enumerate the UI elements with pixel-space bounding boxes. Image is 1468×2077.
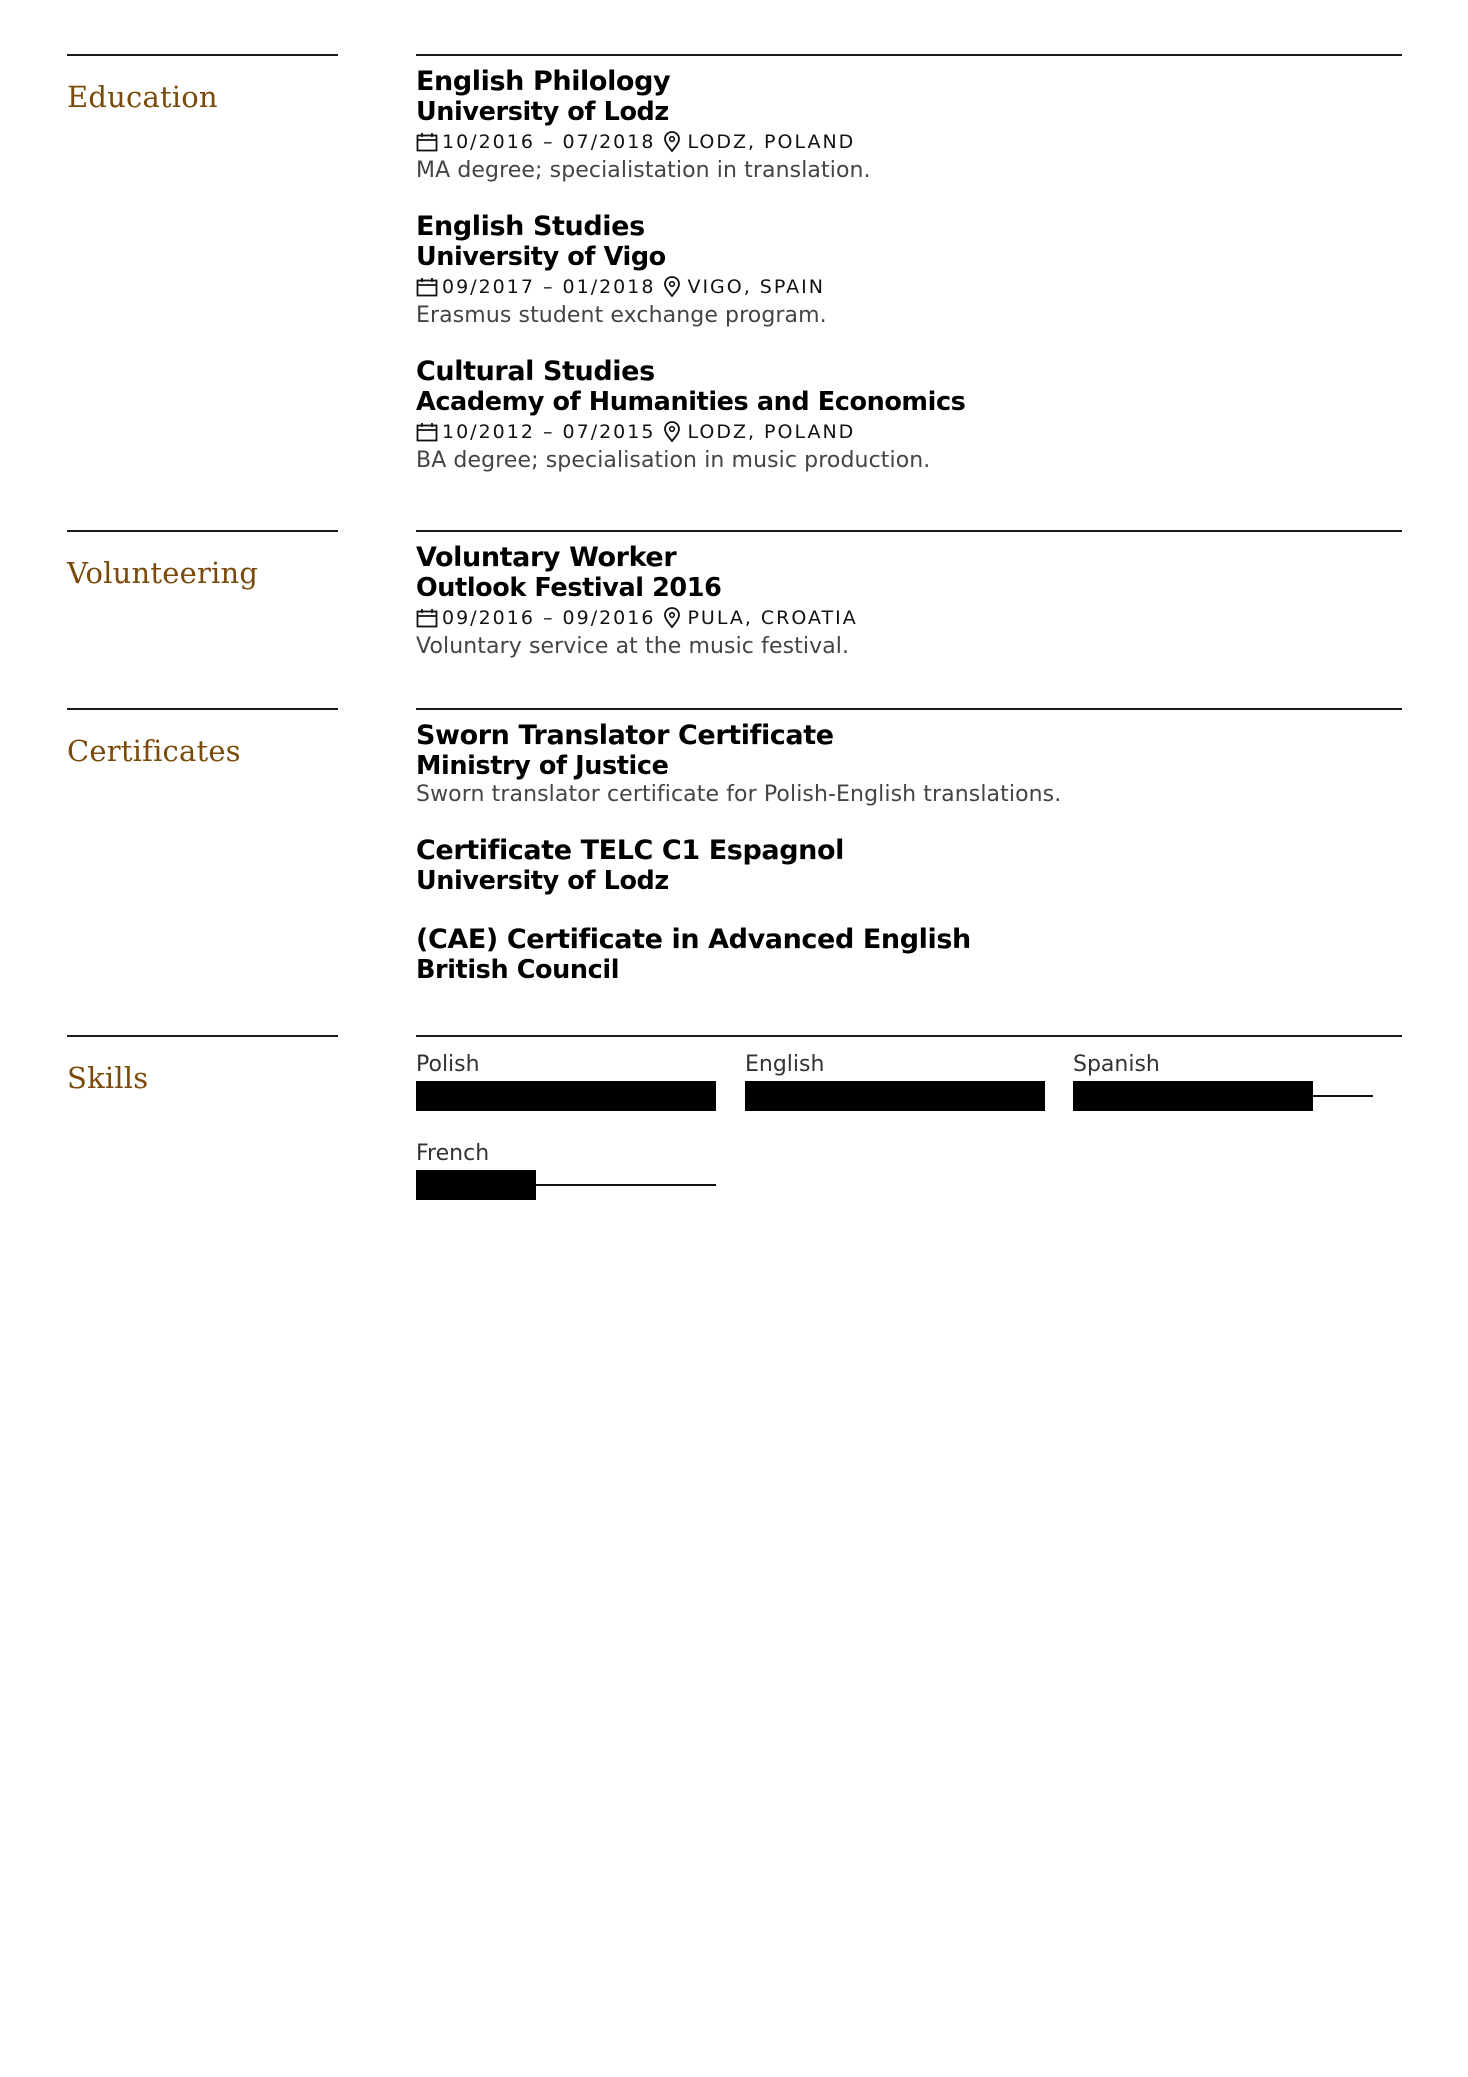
entry-description: BA degree; specialisation in music production.: [416, 448, 931, 473]
calendar-icon: [416, 277, 438, 297]
section-heading-education: Education: [67, 80, 218, 114]
entry-description: Sworn translator certificate for Polish-English translations.: [416, 782, 1062, 807]
entry-org: University of Lodz: [416, 866, 669, 896]
calendar-icon: [416, 608, 438, 628]
skill-level-bar: [416, 1170, 716, 1200]
entry-location: PULA, CROATIA: [687, 607, 858, 629]
divider: [67, 708, 338, 710]
entry-title: Voluntary Worker: [416, 542, 677, 573]
map-pin-icon: [663, 131, 681, 153]
skill-bar-fill: [1073, 1081, 1313, 1111]
divider: [416, 1035, 1402, 1037]
entry-location: LODZ, POLAND: [687, 131, 856, 153]
map-pin-icon: [663, 421, 681, 443]
education-entry: [416, 356, 1402, 475]
entry-date: 09/2016 – 09/2016: [442, 607, 656, 629]
certificate-entry: [416, 835, 1402, 896]
volunteering-entry: [416, 542, 1402, 661]
skill-name: French: [416, 1141, 490, 1166]
skill-item: [1073, 1051, 1373, 1111]
calendar-icon: [416, 422, 438, 442]
divider: [416, 54, 1402, 56]
skill-level-bar: [1073, 1081, 1373, 1111]
skill-name: Polish: [416, 1052, 480, 1077]
entry-org: University of Lodz: [416, 97, 669, 127]
skill-level-bar: [416, 1081, 716, 1111]
entry-title: Sworn Translator Certificate: [416, 720, 834, 751]
entry-description: Voluntary service at the music festival.: [416, 634, 850, 659]
entry-title: English Philology: [416, 66, 671, 97]
entry-location: LODZ, POLAND: [687, 421, 856, 443]
skill-item: [416, 1140, 716, 1200]
divider: [416, 530, 1402, 532]
divider: [416, 708, 1402, 710]
skill-name: Spanish: [1073, 1052, 1160, 1077]
map-pin-icon: [663, 607, 681, 629]
entry-title: (CAE) Certificate in Advanced English: [416, 924, 971, 955]
entry-title: English Studies: [416, 211, 645, 242]
map-pin-icon: [663, 276, 681, 298]
skill-bar-fill: [416, 1081, 716, 1111]
entry-description: Erasmus student exchange program.: [416, 303, 827, 328]
entry-date: 10/2016 – 07/2018: [442, 131, 656, 153]
calendar-icon: [416, 132, 438, 152]
divider: [67, 54, 338, 56]
entry-org: British Council: [416, 955, 620, 985]
entry-org: Outlook Festival 2016: [416, 573, 722, 603]
skill-level-bar: [745, 1081, 1045, 1111]
entry-description: MA degree; specialistation in translation.: [416, 158, 871, 183]
entry-org: Ministry of Justice: [416, 751, 669, 781]
skill-bar-fill: [745, 1081, 1045, 1111]
entry-title: Cultural Studies: [416, 356, 655, 387]
divider: [67, 1035, 338, 1037]
skill-bar-fill: [416, 1170, 536, 1200]
entry-org: University of Vigo: [416, 242, 666, 272]
certificate-entry: [416, 924, 1402, 985]
entry-title: Certificate TELC C1 Espagnol: [416, 835, 844, 866]
certificate-entry: [416, 720, 1402, 809]
entry-date: 10/2012 – 07/2015: [442, 421, 656, 443]
skill-item: [745, 1051, 1045, 1111]
section-heading-skills: Skills: [67, 1061, 149, 1095]
divider: [67, 530, 338, 532]
skill-name: English: [745, 1052, 825, 1077]
education-entry: [416, 211, 1402, 330]
section-heading-volunteering: Volunteering: [67, 556, 259, 590]
entry-date: 09/2017 – 01/2018: [442, 276, 656, 298]
skill-item: [416, 1051, 716, 1111]
section-heading-certificates: Certificates: [67, 734, 241, 768]
entry-location: VIGO, SPAIN: [687, 276, 825, 298]
entry-org: Academy of Humanities and Economics: [416, 387, 966, 417]
education-entry: [416, 66, 1402, 185]
